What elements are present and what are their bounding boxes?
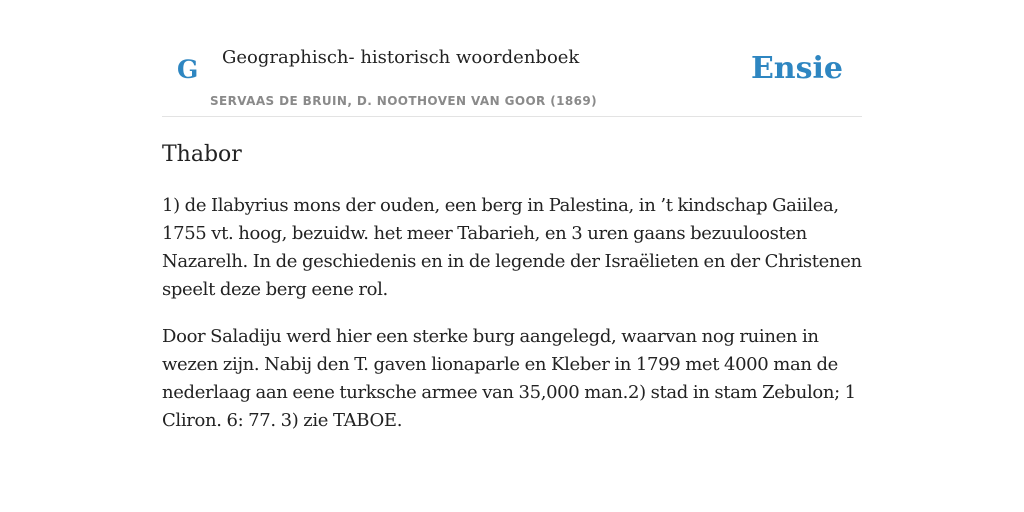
page [162,0,862,512]
book-logo-icon[interactable]: G [177,55,199,84]
entry-paragraph: Door Saladiju werd hier een sterke burg aangelegd, waarvan nog ruinen in wezen zijn. Nabij den T. gaven lionaparle en Kleber in 1799 met 4000 man de nederlaag aan eene turksche armee van 35,000 man.2) stad in stam Zebulon; 1 Cliron. 6: 77. 3) zie TABOE. [162,326,856,431]
entry-title: Thabor [162,142,242,167]
header [162,0,862,117]
brand-logo[interactable]: Ensie [750,51,843,86]
entry-paragraph: 1) de Ilabyrius mons der ouden, een berg in Palestina, in ’t kindschap Gaiilea, 1755 vt. hoog, bezuidw. het meer Tabarieh, en 3 uren gaans bezuuloosten Nazarelh. In de geschiedenis en in de legende der Israëlieten en der Christenen speelt deze berg eene rol. [162,195,862,300]
book-author: SERVAAS DE BRUIN, D. NOOTHOVEN VAN GOOR (1869) [210,94,598,108]
entry-content [162,192,862,454]
book-title[interactable]: Geographisch- historisch woordenboek [222,47,580,68]
